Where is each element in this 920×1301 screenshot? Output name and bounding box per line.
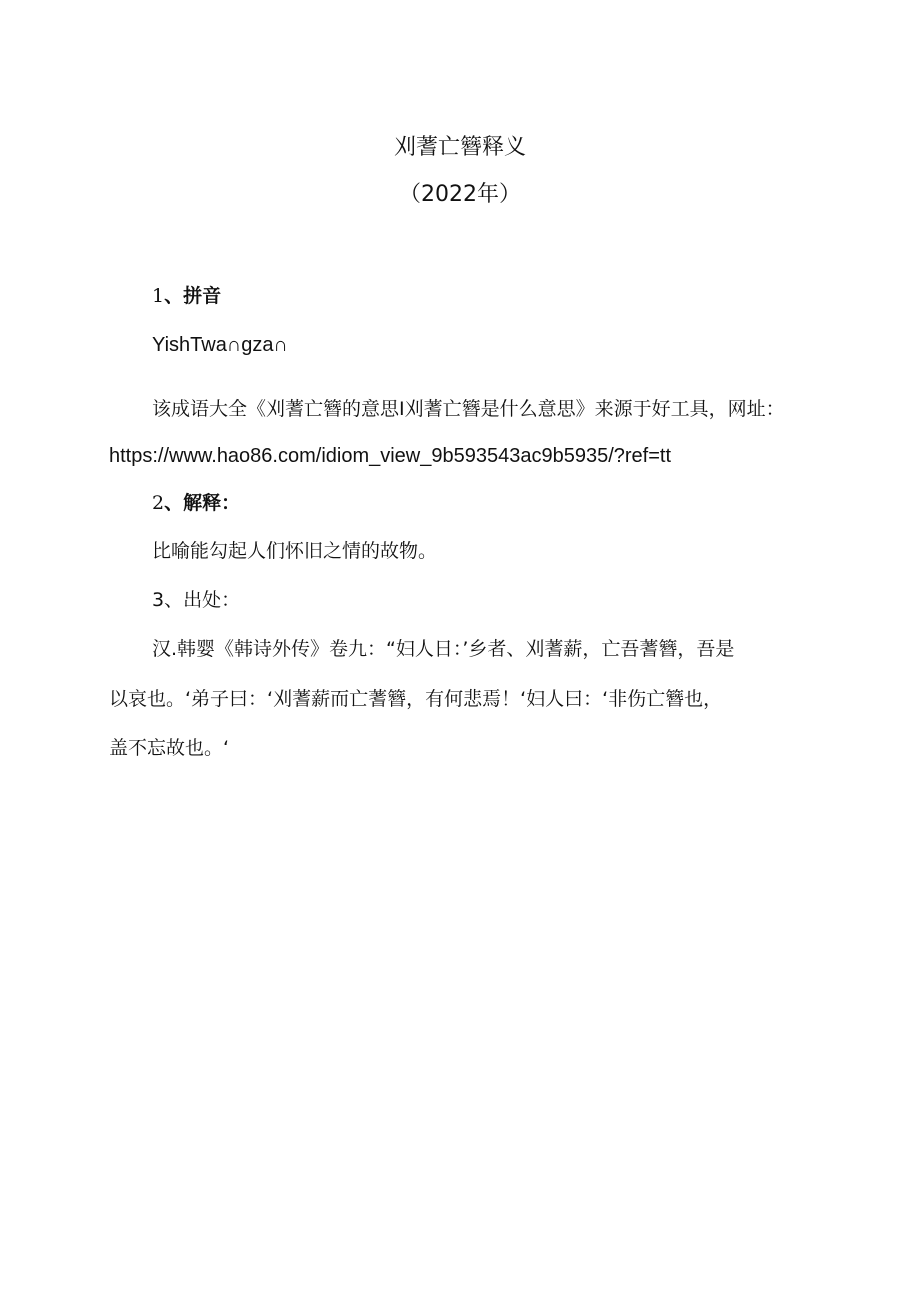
meaning-heading: [152, 489, 240, 517]
origin-text-line-2: 以哀也。‘弟子曰：‘刈蓍薪而亡蓍簪，有何悲焉！‘妇人曰：‘非伤亡簪也，: [109, 688, 723, 710]
pinyin-heading-number: 1: [152, 285, 165, 307]
pinyin-heading-label: 、拼音: [164, 285, 222, 307]
origin-text-line-3: 盖不忘故也。‘: [109, 737, 230, 759]
pinyin-text: YishTwa∩gza∩: [152, 334, 288, 356]
meaning-text: 比喻能勾起人们怀旧之情的故物。: [152, 540, 438, 562]
origin-text-line-1: 汉.韩婴《韩诗外传》卷九：“妇人日：’乡者、刈蓍薪，亡吾蓍簪，吾是: [152, 638, 735, 660]
source-note-line: 该成语大全《刈蓍亡簪的意思I刈蓍亡簪是什么意思》来源于好工具，网址：: [152, 398, 785, 420]
document-title: 刈蓍亡簪释义: [393, 135, 526, 160]
meaning-heading-label: 、解释：: [164, 492, 241, 514]
meaning-heading-number: 2: [152, 492, 165, 514]
origin-heading: 3、出处：: [152, 589, 241, 611]
document-year: （2022年）: [399, 182, 521, 207]
source-url: https://www.hao86.com/idiom_view_9b593543ac9b5935/?ref=tt: [109, 445, 672, 467]
pinyin-heading: [152, 282, 221, 310]
